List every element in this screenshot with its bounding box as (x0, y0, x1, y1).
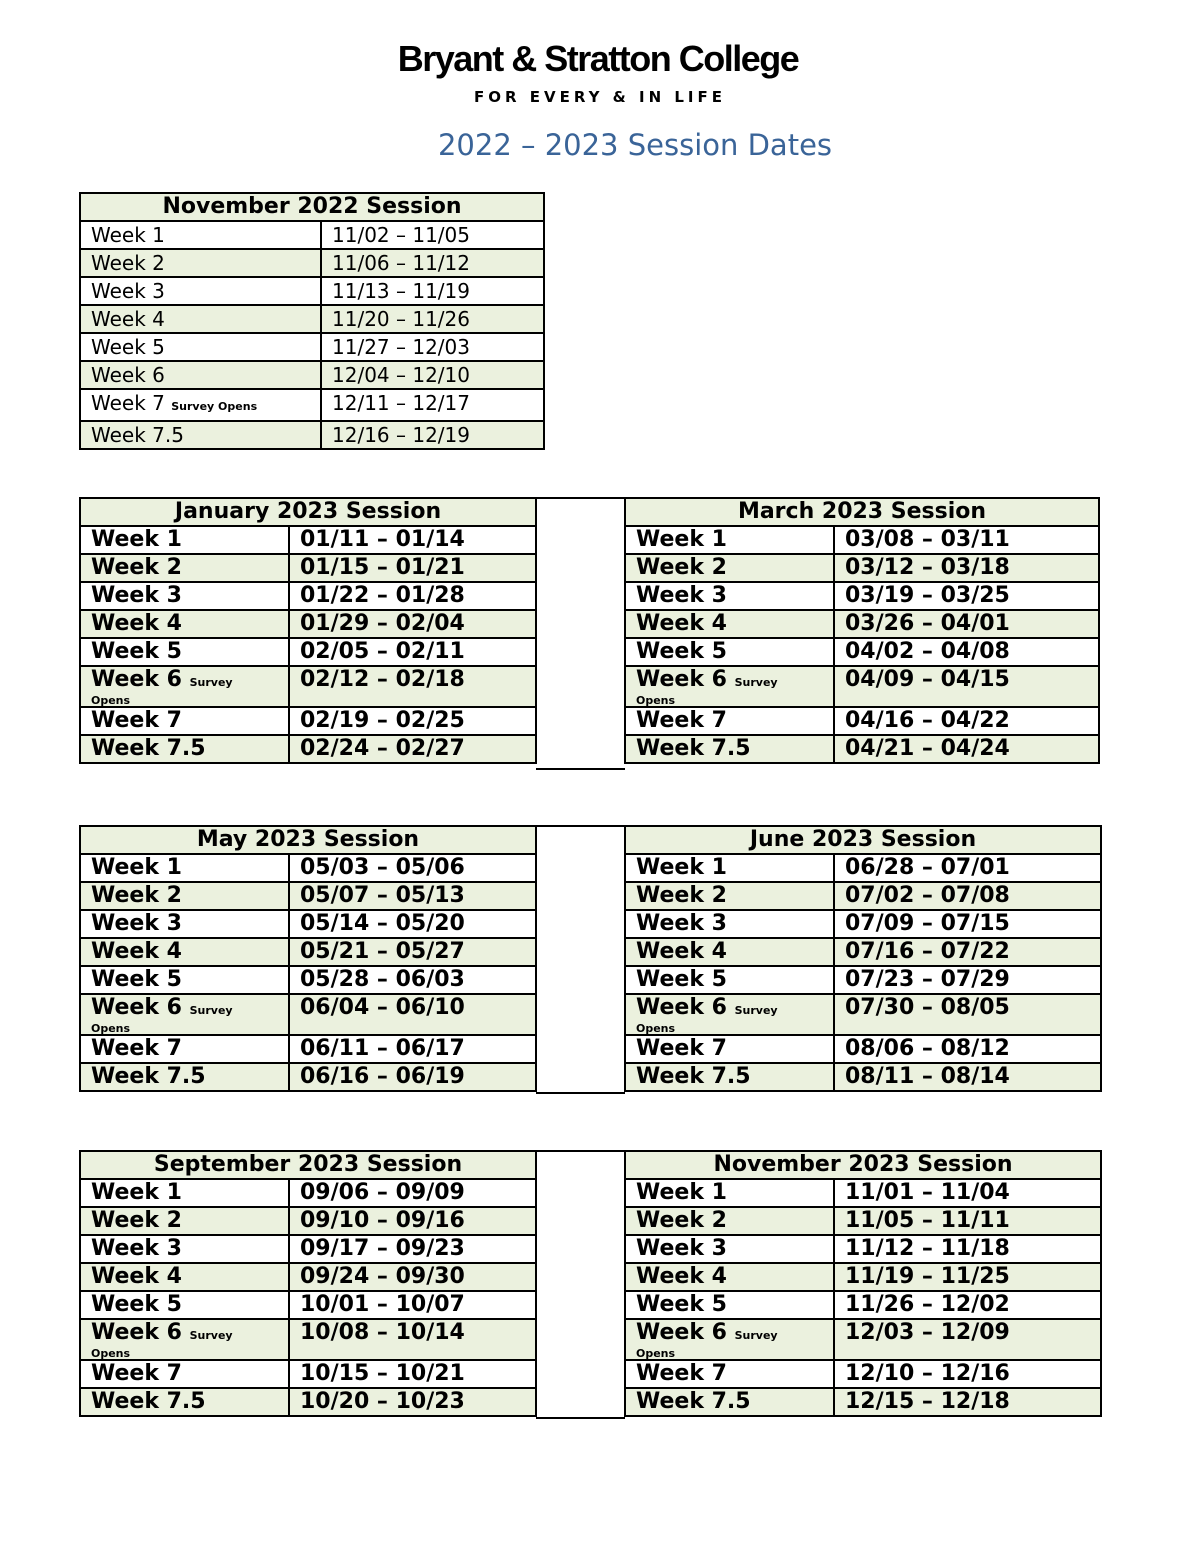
table-spacer (536, 825, 625, 1094)
week-label: Week 5 (625, 638, 834, 666)
week-label: Week 6 (91, 1320, 182, 1345)
week-label: Week 3 (80, 582, 289, 610)
survey-note: Survey (734, 676, 778, 689)
week-dates: 06/04 – 06/10 (289, 994, 536, 1035)
week-label: Week 6 (91, 995, 182, 1020)
week-dates: 02/12 – 02/18 (289, 666, 536, 707)
week-dates: 04/09 – 04/15 (834, 666, 1099, 707)
week-dates: 12/11 – 12/17 (321, 389, 544, 421)
week-dates: 05/21 – 05/27 (289, 938, 536, 966)
week-dates: 08/06 – 08/12 (834, 1035, 1101, 1063)
week-dates: 12/15 – 12/18 (834, 1388, 1101, 1416)
week-dates: 11/20 – 11/26 (321, 305, 544, 333)
week-label: Week 2 (80, 249, 321, 277)
week-label: Week 5 (625, 1291, 834, 1319)
week-dates: 06/16 – 06/19 (289, 1063, 536, 1091)
week-dates: 05/28 – 06/03 (289, 966, 536, 994)
session-title: November 2023 Session (625, 1151, 1101, 1179)
week-dates: 09/17 – 09/23 (289, 1235, 536, 1263)
week-label-cell (625, 994, 834, 1035)
week-dates: 10/08 – 10/14 (289, 1319, 536, 1360)
session-table-june-2023 (624, 825, 1102, 1092)
week-label: Week 1 (625, 1179, 834, 1207)
week-dates: 10/01 – 10/07 (289, 1291, 536, 1319)
week-dates: 05/03 – 05/06 (289, 854, 536, 882)
week-label-cell (625, 666, 834, 707)
week-label: Week 7 (625, 1035, 834, 1063)
week-dates: 03/19 – 03/25 (834, 582, 1099, 610)
week-dates: 11/01 – 11/04 (834, 1179, 1101, 1207)
week-dates: 06/28 – 07/01 (834, 854, 1101, 882)
survey-note-opens: Opens (636, 694, 676, 707)
week-label-cell (625, 1319, 834, 1360)
session-table-november-2022 (79, 192, 545, 450)
survey-note-opens: Opens (636, 1022, 676, 1035)
week-dates: 04/02 – 04/08 (834, 638, 1099, 666)
week-label: Week 1 (625, 526, 834, 554)
week-dates: 09/06 – 09/09 (289, 1179, 536, 1207)
week-label: Week 2 (625, 554, 834, 582)
week-label: Week 7.5 (625, 1063, 834, 1091)
week-label: Week 5 (80, 333, 321, 361)
week-label: Week 7.5 (80, 421, 321, 449)
survey-note: Survey (734, 1004, 778, 1017)
week-label: Week 4 (625, 1263, 834, 1291)
week-dates: 07/09 – 07/15 (834, 910, 1101, 938)
week-label: Week 7.5 (80, 1388, 289, 1416)
session-title: January 2023 Session (80, 498, 536, 526)
week-dates: 01/11 – 01/14 (289, 526, 536, 554)
session-table-january-2023 (79, 497, 537, 764)
week-dates: 10/20 – 10/23 (289, 1388, 536, 1416)
week-label: Week 2 (80, 554, 289, 582)
week-dates: 11/06 – 11/12 (321, 249, 544, 277)
week-dates: 07/23 – 07/29 (834, 966, 1101, 994)
week-dates: 02/05 – 02/11 (289, 638, 536, 666)
week-label: Week 1 (80, 221, 321, 249)
week-dates: 06/11 – 06/17 (289, 1035, 536, 1063)
session-table-march-2023 (624, 497, 1100, 764)
week-dates: 09/24 – 09/30 (289, 1263, 536, 1291)
week-dates: 04/21 – 04/24 (834, 735, 1099, 763)
week-dates: 11/27 – 12/03 (321, 333, 544, 361)
week-dates: 07/02 – 07/08 (834, 882, 1101, 910)
week-dates: 02/19 – 02/25 (289, 707, 536, 735)
week-dates: 05/14 – 05/20 (289, 910, 536, 938)
week-label: Week 7.5 (625, 1388, 834, 1416)
session-title: May 2023 Session (80, 826, 536, 854)
week-label: Week 3 (80, 1235, 289, 1263)
week-label: Week 3 (625, 1235, 834, 1263)
week-label: Week 1 (625, 854, 834, 882)
week-dates: 11/13 – 11/19 (321, 277, 544, 305)
week-dates: 07/30 – 08/05 (834, 994, 1101, 1035)
week-dates: 09/10 – 09/16 (289, 1207, 536, 1235)
week-dates: 11/05 – 11/11 (834, 1207, 1101, 1235)
week-dates: 07/16 – 07/22 (834, 938, 1101, 966)
week-label: Week 2 (625, 1207, 834, 1235)
session-title: March 2023 Session (625, 498, 1099, 526)
week-label: Week 5 (80, 638, 289, 666)
survey-note: Survey (189, 1004, 233, 1017)
week-dates: 11/12 – 11/18 (834, 1235, 1101, 1263)
session-table-september-2023 (79, 1150, 537, 1417)
week-dates: 11/19 – 11/25 (834, 1263, 1101, 1291)
week-dates: 01/22 – 01/28 (289, 582, 536, 610)
week-label: Week 2 (80, 882, 289, 910)
week-label-cell (80, 994, 289, 1035)
week-dates: 12/03 – 12/09 (834, 1319, 1101, 1360)
week-label: Week 5 (80, 966, 289, 994)
table-spacer (536, 1150, 625, 1419)
survey-note-opens: Opens (91, 1347, 131, 1360)
week-label: Week 4 (80, 938, 289, 966)
week-label: Week 4 (80, 305, 321, 333)
week-dates: 11/02 – 11/05 (321, 221, 544, 249)
week-dates: 08/11 – 08/14 (834, 1063, 1101, 1091)
week-dates: 03/08 – 03/11 (834, 526, 1099, 554)
week-label: Week 7 (625, 1360, 834, 1388)
week-dates: 03/26 – 04/01 (834, 610, 1099, 638)
survey-note: Survey (189, 676, 233, 689)
session-title: November 2022 Session (80, 193, 544, 221)
week-label: Week 4 (625, 938, 834, 966)
week-dates: 01/15 – 01/21 (289, 554, 536, 582)
week-label: Week 7 (625, 707, 834, 735)
college-logo-tagline: FOR EVERY & IN LIFE (474, 88, 726, 106)
week-label: Week 4 (80, 1263, 289, 1291)
week-label: Week 7 (80, 1035, 289, 1063)
session-title: June 2023 Session (625, 826, 1101, 854)
survey-note: Survey (734, 1329, 778, 1342)
week-label: Week 6 (636, 1320, 727, 1345)
week-label: Week 6 (80, 361, 321, 389)
survey-note-opens: Opens (91, 694, 131, 707)
week-label: Week 3 (80, 277, 321, 305)
week-label: Week 2 (80, 1207, 289, 1235)
page-title: 2022 – 2023 Session Dates (437, 128, 833, 162)
week-label: Week 7.5 (80, 1063, 289, 1091)
week-label: Week 1 (80, 854, 289, 882)
week-label-cell (80, 389, 321, 421)
week-dates: 10/15 – 10/21 (289, 1360, 536, 1388)
week-dates: 04/16 – 04/22 (834, 707, 1099, 735)
session-table-november-2023 (624, 1150, 1102, 1417)
week-label: Week 7 (91, 391, 165, 415)
week-label: Week 2 (625, 882, 834, 910)
week-dates: 02/24 – 02/27 (289, 735, 536, 763)
week-label: Week 3 (625, 910, 834, 938)
week-label: Week 3 (625, 582, 834, 610)
week-label: Week 7 (80, 1360, 289, 1388)
week-dates: 11/26 – 12/02 (834, 1291, 1101, 1319)
survey-note: Survey Opens (171, 400, 258, 413)
week-label: Week 4 (80, 610, 289, 638)
survey-note: Survey (189, 1329, 233, 1342)
session-table-may-2023 (79, 825, 537, 1092)
week-label: Week 6 (636, 995, 727, 1020)
survey-note-opens: Opens (636, 1347, 676, 1360)
week-label: Week 6 (636, 667, 727, 692)
week-dates: 12/04 – 12/10 (321, 361, 544, 389)
week-dates: 12/10 – 12/16 (834, 1360, 1101, 1388)
week-label: Week 7 (80, 707, 289, 735)
week-label: Week 4 (625, 610, 834, 638)
week-label: Week 1 (80, 526, 289, 554)
survey-note-opens: Opens (91, 1022, 131, 1035)
week-label-cell (80, 666, 289, 707)
week-label: Week 7.5 (625, 735, 834, 763)
week-label: Week 1 (80, 1179, 289, 1207)
week-label: Week 5 (625, 966, 834, 994)
week-label: Week 7.5 (80, 735, 289, 763)
week-label-cell (80, 1319, 289, 1360)
college-logo-name: Bryant & Stratton College (397, 38, 799, 79)
week-label: Week 3 (80, 910, 289, 938)
week-label: Week 5 (80, 1291, 289, 1319)
week-dates: 12/16 – 12/19 (321, 421, 544, 449)
week-dates: 03/12 – 03/18 (834, 554, 1099, 582)
week-label: Week 6 (91, 667, 182, 692)
table-spacer (536, 497, 625, 770)
week-dates: 05/07 – 05/13 (289, 882, 536, 910)
week-dates: 01/29 – 02/04 (289, 610, 536, 638)
session-title: September 2023 Session (80, 1151, 536, 1179)
